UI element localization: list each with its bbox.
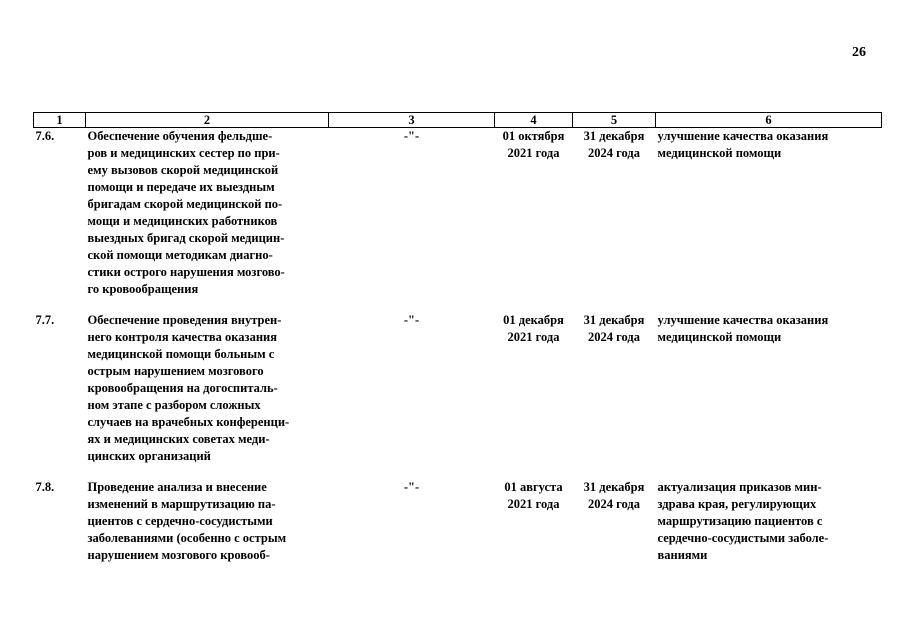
text-line: здрава края, регулирующих <box>657 497 817 511</box>
row-gap <box>34 298 882 312</box>
date-line: 01 октября <box>502 129 565 143</box>
text-line: стики острого нарушения мозгово- <box>87 265 285 279</box>
column-header: 5 <box>573 113 656 128</box>
ditto-mark: -"- <box>403 313 420 327</box>
table-row <box>34 479 882 564</box>
column-header: 4 <box>495 113 573 128</box>
measures-table <box>33 112 882 564</box>
text-line: кровообращения на догоспиталь- <box>87 381 278 395</box>
table-row <box>34 312 882 465</box>
text-line: улучшение качества оказания <box>657 129 829 143</box>
text-line: медицинской помощи больным с <box>87 347 275 361</box>
text-line: случаев на врачебных конференци- <box>87 415 290 429</box>
ditto-mark: -"- <box>403 129 420 143</box>
text-line: маршрутизацию пациентов с <box>657 514 823 528</box>
text-line: помощи и передаче их выездным <box>87 180 275 194</box>
text-line: го кровообращения <box>87 282 199 296</box>
text-line: ваниями <box>657 548 708 562</box>
date-line: 01 августа <box>504 480 563 494</box>
text-line: заболеваниями (особенно с острым <box>87 531 287 545</box>
text-line: ном этапе с разбором сложных <box>87 398 261 412</box>
page-number: 26 <box>852 45 866 60</box>
text-line: мощи и медицинских работников <box>87 214 278 228</box>
text-line: Обеспечение проведения внутрен- <box>87 313 282 327</box>
column-header: 6 <box>656 113 882 128</box>
text-line: ров и медицинских сестер по при- <box>87 146 280 160</box>
text-line: острым нарушением мозгового <box>87 364 264 378</box>
text-line: сердечно-сосудистыми заболе- <box>657 531 829 545</box>
date-line: 2021 года <box>507 330 560 344</box>
date-line: 2024 года <box>588 330 640 344</box>
text-line: улучшение качества оказания <box>657 313 829 327</box>
ditto-mark: -"- <box>403 480 420 494</box>
item-number: 7.7. <box>35 313 55 327</box>
end-date <box>573 479 656 564</box>
text-line: него контроля качества оказания <box>87 330 277 344</box>
expected-result <box>656 479 882 564</box>
row-gap <box>34 465 882 479</box>
item-number: 7.6. <box>35 129 55 143</box>
date-line: 31 декабря <box>583 129 645 143</box>
date-line: 31 декабря <box>583 313 645 327</box>
text-line: медицинской помощи <box>657 146 782 160</box>
text-line: ему вызовов скорой медицинской <box>87 163 279 177</box>
end-date <box>573 128 656 299</box>
table-row <box>34 128 882 299</box>
text-line: цинских организаций <box>87 449 211 463</box>
measure-description <box>86 128 329 299</box>
start-date <box>495 312 573 465</box>
end-date <box>573 312 656 465</box>
date-line: 31 декабря <box>583 480 645 494</box>
start-date <box>495 479 573 564</box>
date-line: 2021 года <box>507 497 560 511</box>
item-number: 7.8. <box>35 480 55 494</box>
column-header: 2 <box>86 113 329 128</box>
text-line: циентов с сердечно-сосудистыми <box>87 514 273 528</box>
table-header-row <box>34 113 882 128</box>
date-line: 2024 года <box>588 497 640 511</box>
expected-result <box>656 128 882 299</box>
date-line: 01 декабря <box>503 313 564 327</box>
text-line: актуализация приказов мин- <box>657 480 822 494</box>
text-line: выездных бригад скорой медицин- <box>87 231 285 245</box>
column-header: 3 <box>329 113 495 128</box>
text-line: нарушением мозгового кровооб- <box>87 548 270 562</box>
text-line: бригадам скорой медицинской по- <box>87 197 283 211</box>
expected-result <box>656 312 882 465</box>
text-line: Обеспечение обучения фельдше- <box>87 129 273 143</box>
measure-description <box>86 312 329 465</box>
text-line: медицинской помощи <box>657 330 782 344</box>
start-date <box>495 128 573 299</box>
text-line: Проведение анализа и внесение <box>87 480 267 494</box>
text-line: ях и медицинских советах меди- <box>87 432 270 446</box>
date-line: 2021 года <box>507 146 560 160</box>
measure-description <box>86 479 329 564</box>
text-line: ской помощи методикам диагно- <box>87 248 273 262</box>
text-line: изменений в маршрутизацию па- <box>87 497 276 511</box>
column-header: 1 <box>34 113 86 128</box>
date-line: 2024 года <box>588 146 640 160</box>
